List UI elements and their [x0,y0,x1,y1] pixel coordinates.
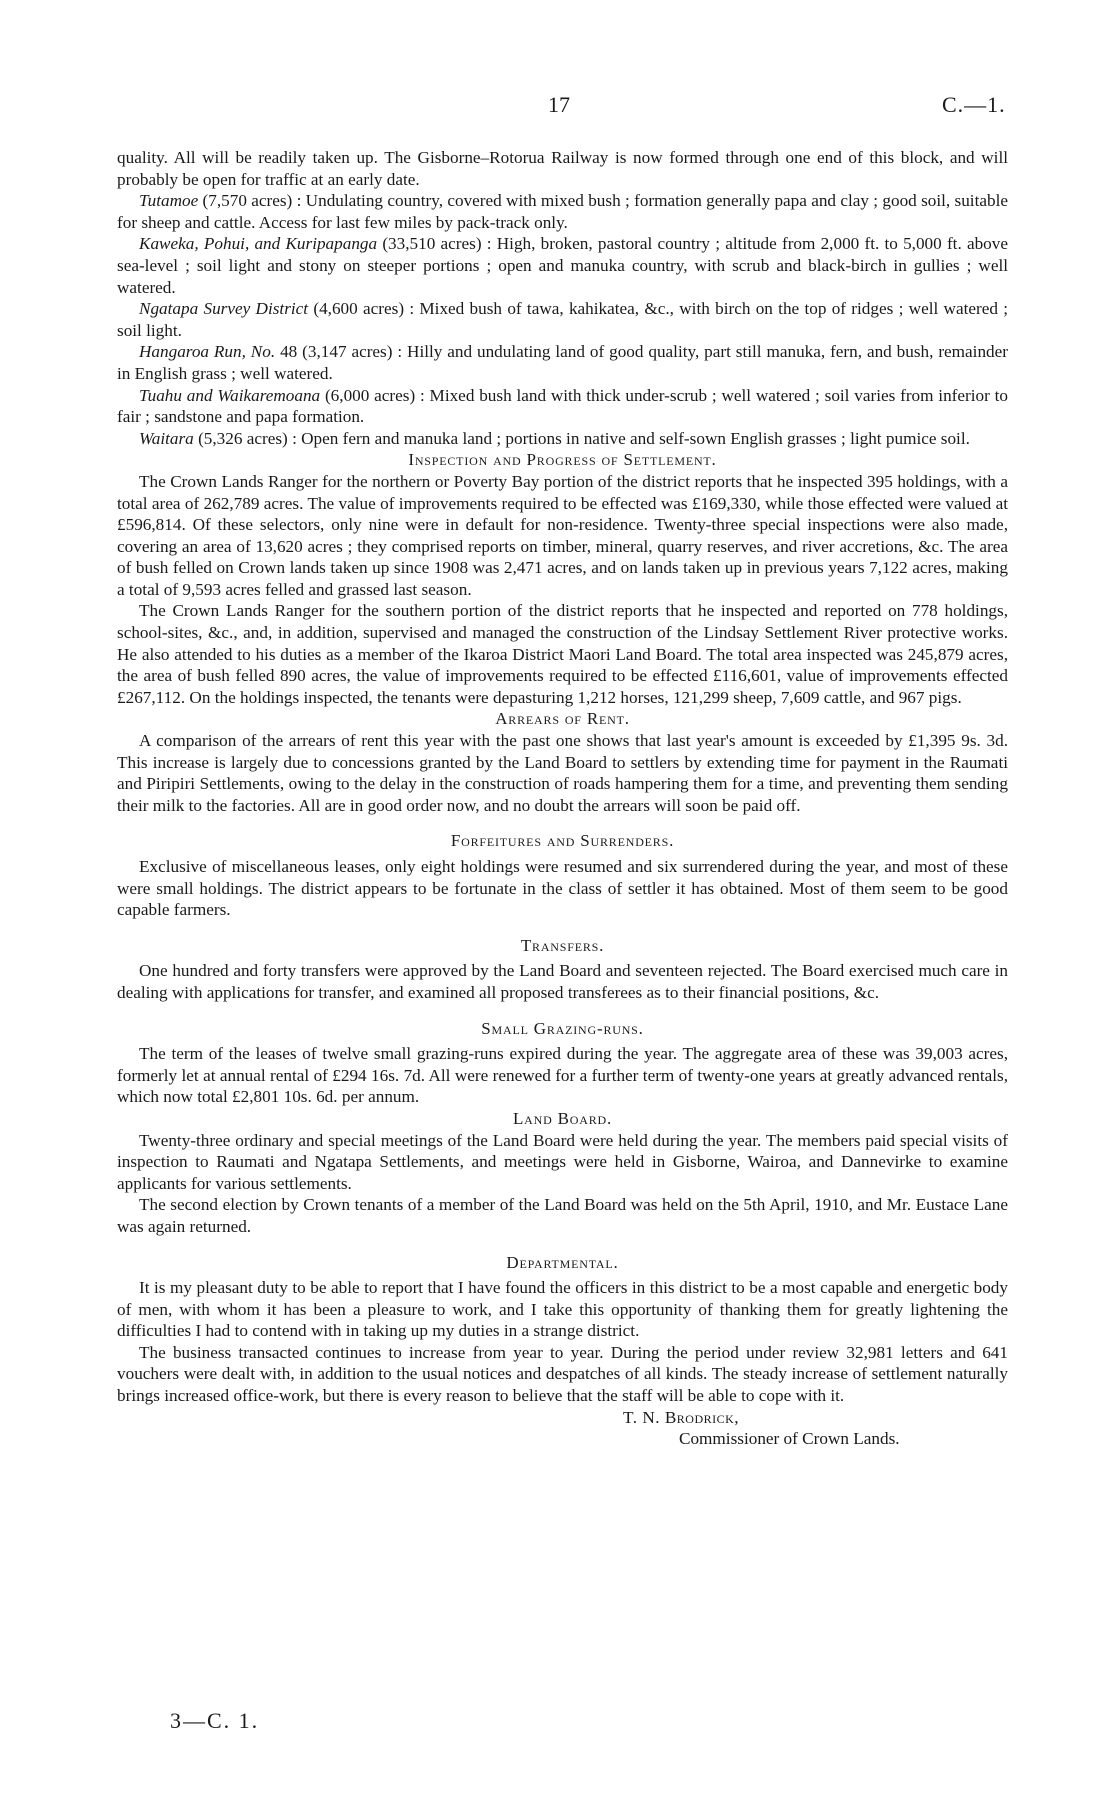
section-heading-landboard: Land Board. [512,1108,613,1128]
block-tutamoe [117,190,1008,233]
block-description: (4,600 acres) : Mixed bush of tawa, kahikatea, &c., with birch on the top of ridges ; well watered ; soil light. [117,299,1008,340]
paragraph: The Crown Lands Ranger for the southern portion of the district reports that he inspected and reported on 778 holdings, school-sites, &c., and, in addition, supervised and managed the construction of the Lindsay Settlement River protective works. He also attended to his duties as a member of the Ikaroa District Maori Land Board. The total area inspected was 245,879 acres, the area of bush felled 890 acres, the value of improvements required to be effected £116,601, value of improvements effected £267,112. On the holdings inspected, the tenants were depasturing 1,212 horses, 121,299 sheep, 7,609 cattle, and 967 pigs. [117,601,1008,707]
signature-name: T. N. Brodrick, [623,1407,740,1427]
section-heading-arrears: Arrears of Rent. [495,709,630,729]
footer-code: 3—C. 1. [170,1708,260,1733]
section-heading-inspection: Inspection and Progress of Settlement. [408,450,717,470]
block-description: (6,000 acres) : Mixed bush land with thick under-scrub ; well watered ; soil varies from inferior to fair ; sandstone and papa formation. [117,385,1008,427]
block-name: Waitara [139,428,194,448]
document-code: C.—1. [942,92,1006,117]
block-description: (7,570 acres) : Undulating country, covered with mixed bush ; formation generally papa and clay ; good soil, suitable for sheep and cattle. Access for last few miles by pack-track only. [117,191,1008,232]
block-hangaroa [117,341,1008,384]
paragraph: Twenty-three ordinary and special meetings of the Land Board were held during the year. The members paid special visits of inspection to Raumati and Ngatapa Settlements, and meetings were held in Gisborne, Wairoa, and Dannevirke to examine applicants for various settlements. [117,1130,1008,1193]
block-name: Kaweka, Pohui, and Kuripapanga [139,234,378,254]
section-heading-transfers: Transfers. [520,935,605,955]
block-description: (5,326 acres) : Open fern and manuka land ; portions in native and self-sown English grasses ; light pumice soil. [193,428,970,448]
block-name: Tuahu and Waikaremoana [139,385,321,405]
block-description: (33,510 acres) : High, broken, pastoral country ; altitude from 2,000 ft. to 5,000 ft. above sea-level ; soil light and stony on steeper portions ; open and manuka country, with scrub and black-birch in gullies ; well watered. [117,234,1008,297]
block-name: Ngatapa Survey District [139,299,309,319]
paragraph: Exclusive of miscellaneous leases, only eight holdings were resumed and six surrendered during the year, and most of these were small holdings. The district appears to be fortunate in the class of settler it has obtained. Most of them seem to be good capable farmers. [117,857,1008,920]
block-name: Tutamoe [139,191,199,211]
document-body [117,147,1008,1450]
paragraph: The business transacted continues to increase from year to year. During the period under review 32,981 letters and 641 vouchers were dealt with, in addition to the usual notices and despatches of all kinds. The steady increase of settlement naturally brings increased office-work, but there is every reason to believe that the staff will be able to cope with it. [117,1342,1008,1406]
paragraph: The Crown Lands Ranger for the northern or Poverty Bay portion of the district reports that he inspected 395 holdings, with a total area of 262,789 acres. The value of improvements required to be effected was £169,330, while those effected were valued at £596,814. Of these selectors, only nine were in default for non-residence. Twenty-three special inspections were also made, covering an area of 13,620 acres ; they comprised reports on timber, mineral, quarry reserves, and river accretions, &c. The area of bush felled on Crown lands taken up since 1908 was 2,471 acres, and on lands taken up in previous years 7,122 acres, making a total of 9,593 acres felled and grassed last season. [117,471,1008,599]
block-description: 48 (3,147 acres) : Hilly and undulating land of good quality, part still manuka, fern, and bush, remainder in English grass ; well watered. [117,342,1008,383]
paragraph: The term of the leases of twelve small grazing-runs expired during the year. The aggregate area of these was 39,003 acres, formerly let at annual rental of £294 16s. 7d. All were renewed for a further term of twenty-one years at greatly advanced rentals, which now total £2,801 10s. 6d. per annum. [117,1044,1008,1107]
paragraph: One hundred and forty transfers were approved by the Land Board and seventeen rejected. The Board exercised much care in dealing with applications for transfer, and examined all proposed transferees as to their financial positions, &c. [117,961,1008,1002]
block-name: Hangaroa Run, No. [139,342,276,362]
section-heading-grazing: Small Grazing-runs. [481,1018,644,1038]
block-tuahu [117,385,1008,428]
signature-title: Commissioner of Crown Lands. [679,1429,900,1449]
paragraph-continuation: quality. All will be readily taken up. The Gisborne–Rotorua Railway is now formed through one end of this block, and will probably be open for traffic at an early date. [117,148,1008,189]
page-number: 17 [548,92,570,117]
section-heading-forfeitures: Forfeitures and Surrenders. [450,831,675,851]
block-ngatapa [117,298,1008,341]
paragraph: A comparison of the arrears of rent this year with the past one shows that last year's amount is exceeded by £1,395 9s. 3d. This increase is largely due to concessions granted by the Land Board to settlers by extending time for payment in the Raumati and Piripiri Settlements, owing to the delay in the construction of roads hampering them for a time, and preventing them sending their milk to the factories. All are in good order now, and no doubt the arrears will soon be paid off. [117,731,1008,815]
paragraph: It is my pleasant duty to be able to report that I have found the officers in this district to be a most capable and energetic body of men, with whom it has been a pleasure to work, and I take this opportunity of thanking them for greatly lightening the difficulties I had to contend with in taking up my duties in a strange district. [117,1278,1008,1341]
section-heading-departmental: Departmental. [506,1252,619,1272]
block-kaweka [117,233,1008,298]
block-waitara [117,428,1008,450]
paragraph: The second election by Crown tenants of a member of the Land Board was held on the 5th April, 1910, and Mr. Eustace Lane was again returned. [117,1195,1008,1236]
